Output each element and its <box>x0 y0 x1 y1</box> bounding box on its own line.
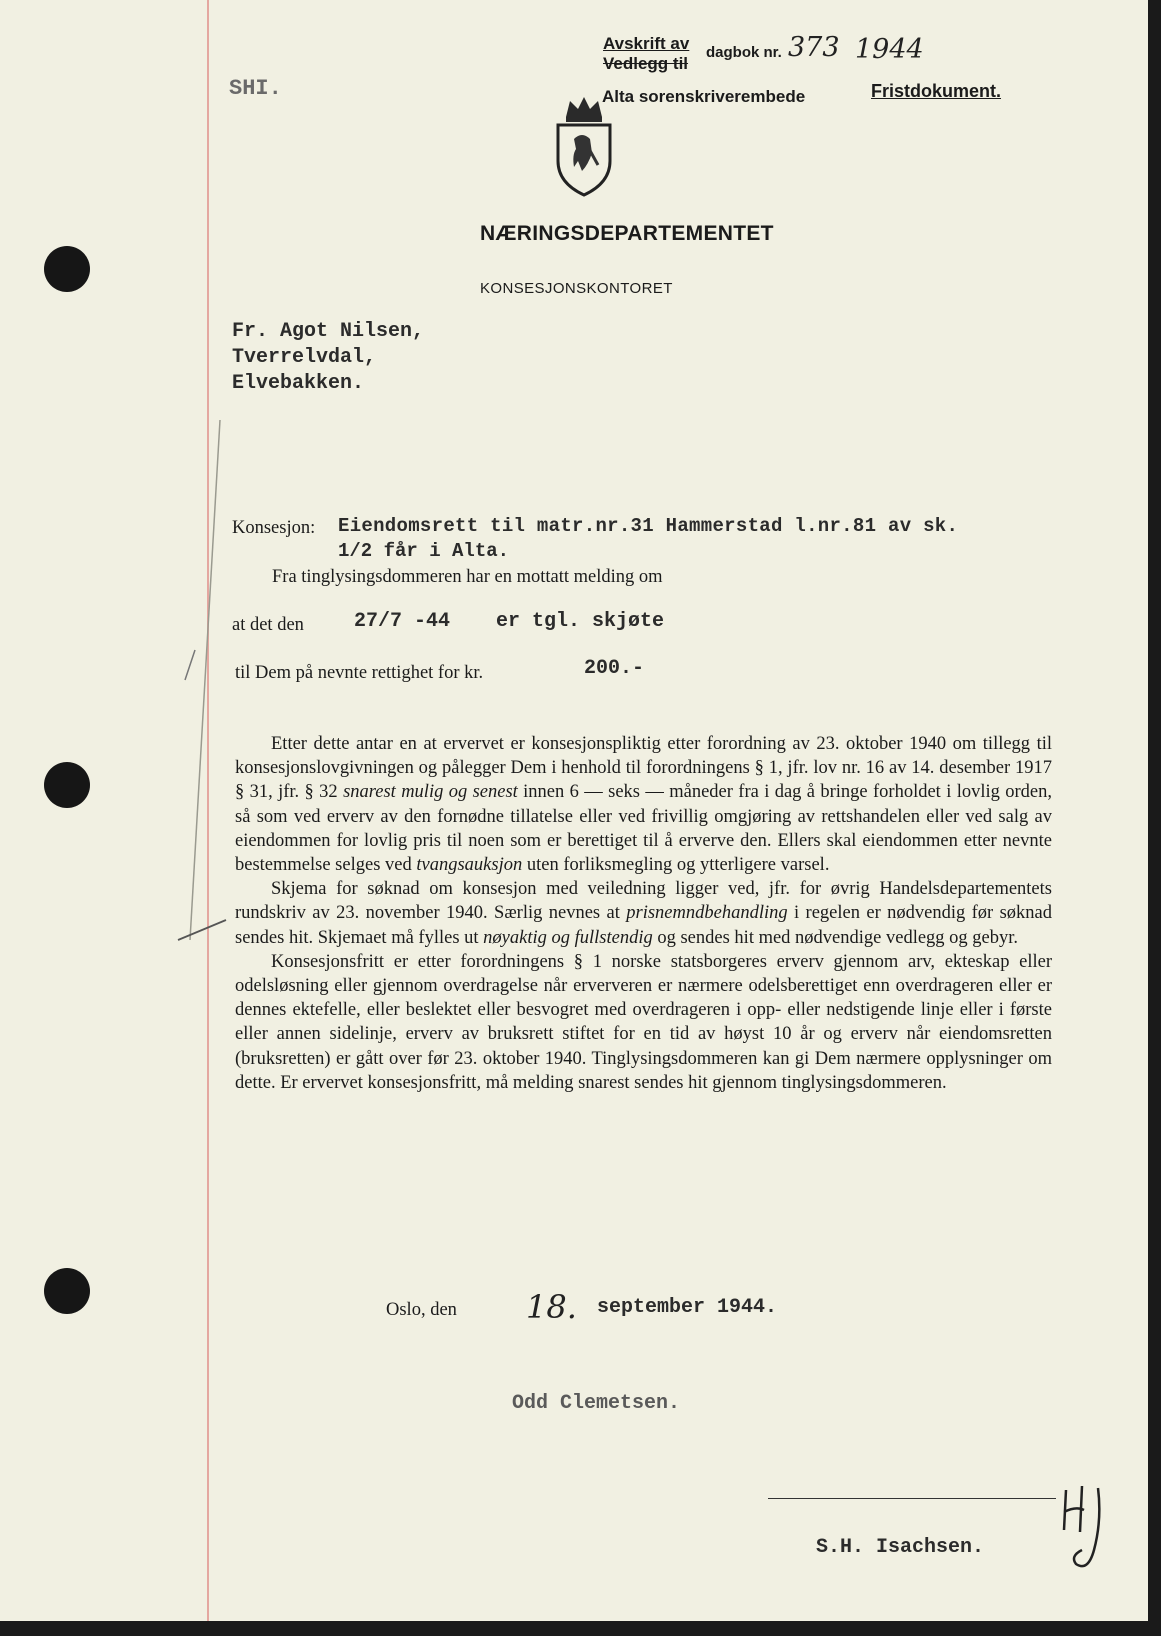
paragraph-order: Etter dette antar en at ervervet er konsesjonspliktig etter forordning av 23. oktober 1940 om tillegg til konsesjonslovgivningen og pålegger Dem i henhold til forordningens § 1, jfr. lov nr. 16 av 14. desember 1917 § 31, jfr. § 32 snarest mulig og senest innen 6 — seks — måneder fra i dag å bringe forholdet i lovlig orden, så som ved erverv av den fornødne tillatelse eller ved frivillig omgjøring av rettshandelen eller ved salg av eiendommen for lovlig pris til noen som er berettiget til å erverve den. Ellers skal eiendommen etter nevnte bestemmelse selges ved tvangsauksjon uten forliksmegling og ytterligere varsel. <box>235 734 1052 876</box>
diary-number: 373 <box>788 32 840 63</box>
recipient-name: Fr. Agot Nilsen, <box>232 320 425 343</box>
recipient-postal: Elvebakken. <box>232 372 365 395</box>
office-name: KONSESJONSKONTORET <box>480 280 673 297</box>
coat-of-arms-icon <box>552 95 616 199</box>
deed-type: er tgl. skjøte <box>496 610 665 633</box>
concession-label: Konsesjon: <box>232 518 316 538</box>
date-prefix: at det den <box>232 615 304 635</box>
ministry-name: NÆRINGSDEPARTEMENTET <box>480 222 774 245</box>
amount-prefix: til Dem på nevnte rettighet for kr. <box>235 663 484 683</box>
body-text <box>235 732 1052 1095</box>
paragraph-exemptions: Konsesjonsfritt er etter forordningens § 1 norske statsborgeres erverv gjennom arv, ekteskap eller odelsløsning eller gjennom overdragelse når erververen er nærmere odelsberettiget enn overdrageren eller er dennes ektefelle, eller beslektet eller besvogret med overdrageren i opp- eller nedstigende linje eller i første eller annen sidelinje, erverv av bruksrett stiftet for en tid av høyst 10 år og erverv når eiendomsretten (bruksretten) er gått over før 23. oktober 1940. Tinglysingsdommeren kan gi Dem nærmere opplysninger om dette. Er ervervet konsesjonsfritt, må melding snarest sendes hit gjennom tinglysingsdommeren. <box>235 951 1052 1093</box>
margin-pencil-strokes <box>170 380 230 1000</box>
paragraph-application-form: Skjema for søknad om konsesjon med veiledning ligger ved, jfr. for øvrig Handelsdepartementets rundskriv av 23. november 1940. Særlig nevnes at prisnemndbehandling i regelen er nødvendig før søknad sendes hit. Skjemaet må fylles ut nøyaktig og fullstendig og sendes hit med nødvendige vedlegg og gebyr. <box>235 879 1052 948</box>
signature-line <box>768 1498 1056 1499</box>
place-label: Oslo, den <box>386 1300 457 1320</box>
transcript-label: Avskrift av <box>603 34 690 53</box>
amount-value: 200.- <box>584 657 645 680</box>
deed-date: 27/7 -44 <box>354 610 451 633</box>
court-office: Alta sorenskriverembede <box>602 87 806 106</box>
signing-month-year: september 1944. <box>597 1296 778 1319</box>
punch-hole <box>44 1268 90 1314</box>
diary-label: dagbok nr. <box>706 44 782 61</box>
handwritten-initials <box>1058 1480 1118 1576</box>
punch-hole <box>44 246 90 292</box>
signing-day: 18. <box>526 1288 577 1326</box>
secretary-name: S.H. Isachsen. <box>816 1536 985 1559</box>
recipient-place: Tverrelvdal, <box>232 346 377 369</box>
header-initials: SHI. <box>229 76 282 101</box>
punch-hole <box>44 762 90 808</box>
concession-notice: Fra tinglysingsdommeren har en mottatt melding om <box>272 567 663 587</box>
fristdokument-label: Fristdokument. <box>871 81 1002 101</box>
signatory-name: Odd Clemetsen. <box>512 1392 681 1415</box>
concession-share: 1/2 får i Alta. <box>338 540 510 562</box>
concession-property: Eiendomsrett til matr.nr.31 Hammerstad l.nr.81 av sk. <box>338 515 959 537</box>
diary-year: 1944 <box>855 34 924 65</box>
attachment-label: Vedlegg til <box>603 54 689 73</box>
